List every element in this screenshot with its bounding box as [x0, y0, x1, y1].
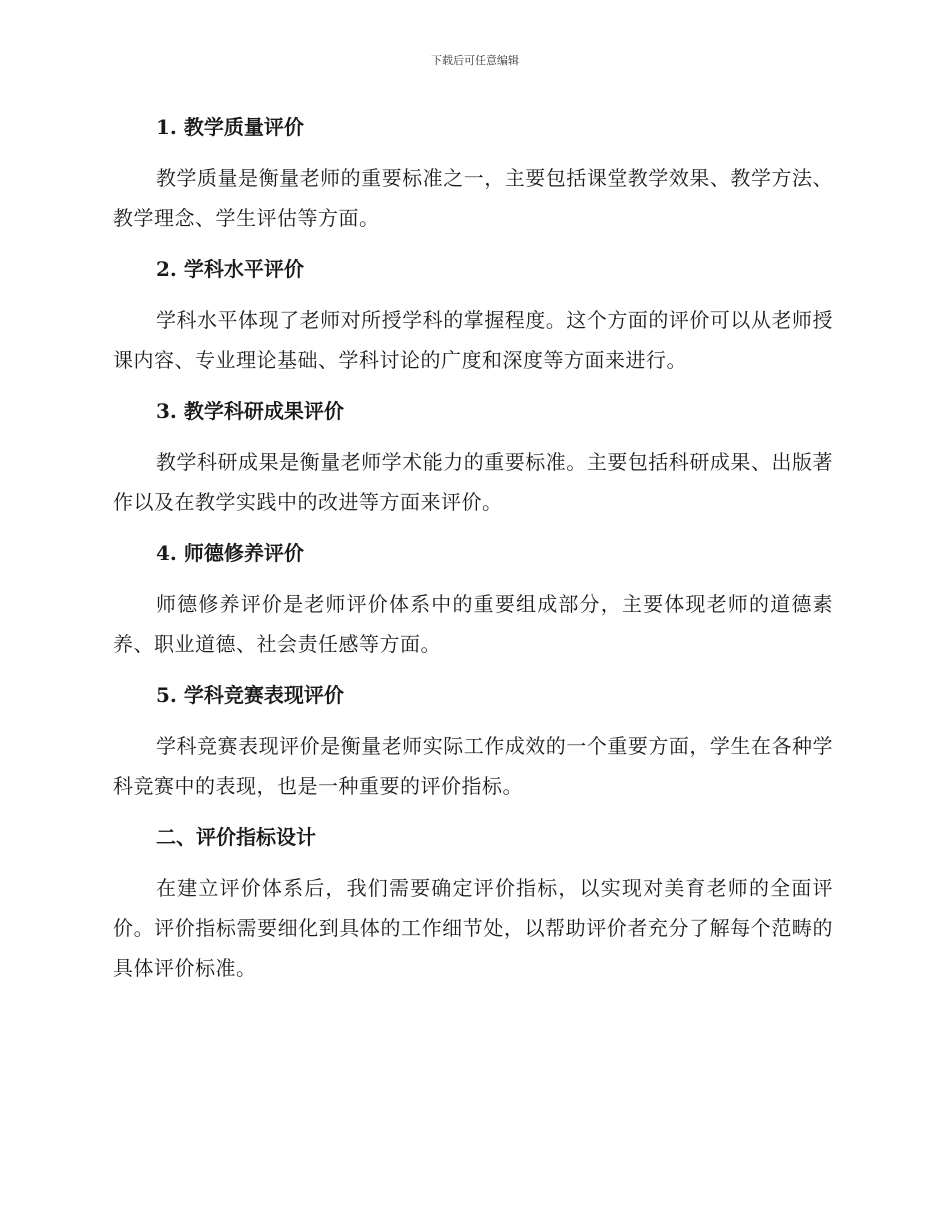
- section-heading-1: 1. 教学质量评价: [156, 115, 304, 139]
- section-heading-5: 5. 学科竞赛表现评价: [156, 683, 344, 707]
- section-paragraph-6: 在建立评价体系后，我们需要确定评价指标，以实现对美育老师的全面评价。评价指标需要细化到具体的工作细节处，以帮助评价者充分了解每个范畴的具体评价标准。: [113, 876, 833, 980]
- section-paragraph-4: 师德修养评价是老师评价体系中的重要组成部分，主要体现老师的道德素养、职业道德、社会责任感等方面。: [113, 592, 833, 656]
- page-header: 下载后可任意编辑: [431, 54, 519, 67]
- section-heading-6: 二、评价指标设计: [156, 825, 316, 849]
- section-paragraph-1: 教学质量是衡量老师的重要标准之一，主要包括课堂教学效果、教学方法、教学理念、学生评估等方面。: [113, 166, 833, 230]
- section-paragraph-5: 学科竞赛表现评价是衡量老师实际工作成效的一个重要方面，学生在各种学科竞赛中的表现，也是一种重要的评价指标。: [113, 734, 833, 798]
- section-heading-3: 3. 教学科研成果评价: [156, 399, 344, 423]
- section-heading-2: 2. 学科水平评价: [156, 257, 304, 281]
- section-heading-4: 4. 师德修养评价: [156, 541, 304, 565]
- section-paragraph-3: 教学科研成果是衡量老师学术能力的重要标准。主要包括科研成果、出版著作以及在教学实践中的改进等方面来评价。: [113, 450, 833, 514]
- document-body: [113, 110, 833, 988]
- section-paragraph-2: 学科水平体现了老师对所授学科的掌握程度。这个方面的评价可以从老师授课内容、专业理论基础、学科讨论的广度和深度等方面来进行。: [113, 308, 833, 372]
